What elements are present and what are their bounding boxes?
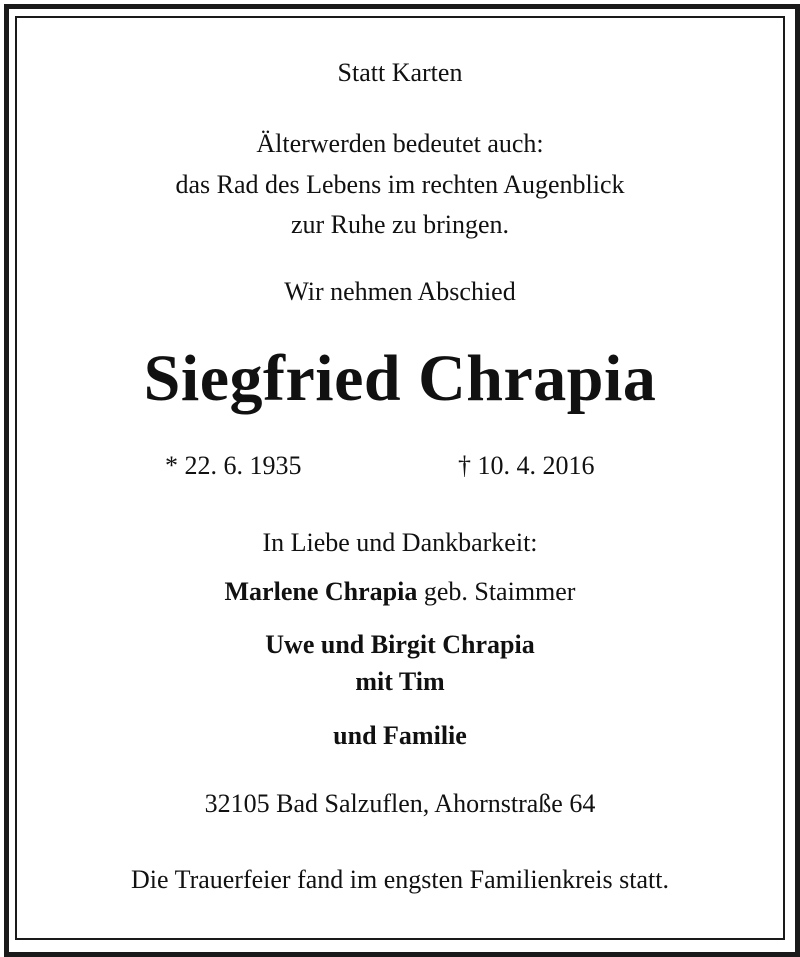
- spouse-line: [0, 577, 800, 607]
- spouse-maiden-name: geb. Staimmer: [423, 577, 576, 606]
- quote-line-2: das Rad des Lebens im rechten Augenblick: [175, 170, 625, 199]
- gratitude-text: In Liebe und Dankbarkeit:: [262, 528, 538, 557]
- address: 32105 Bad Salzuflen, Ahornstraße 64: [204, 789, 596, 818]
- family-line-3: und Familie: [333, 721, 467, 750]
- header-text: Statt Karten: [337, 58, 463, 87]
- deceased-name: Siegfried Chrapia: [143, 342, 657, 415]
- quote-line-1: Älterwerden bedeutet auch:: [256, 129, 544, 158]
- spouse-name: Marlene Chrapia: [224, 577, 418, 606]
- funeral-note: Die Trauerfeier fand im engsten Familienkreis statt.: [131, 865, 669, 894]
- family-line-1: Uwe und Birgit Chrapia: [265, 630, 535, 659]
- death-date: † 10. 4. 2016: [458, 451, 595, 480]
- farewell-text: Wir nehmen Abschied: [284, 277, 516, 306]
- quote-line-3: zur Ruhe zu bringen.: [290, 210, 510, 239]
- family-line-2: mit Tim: [355, 667, 445, 696]
- birth-date: * 22. 6. 1935: [165, 451, 302, 480]
